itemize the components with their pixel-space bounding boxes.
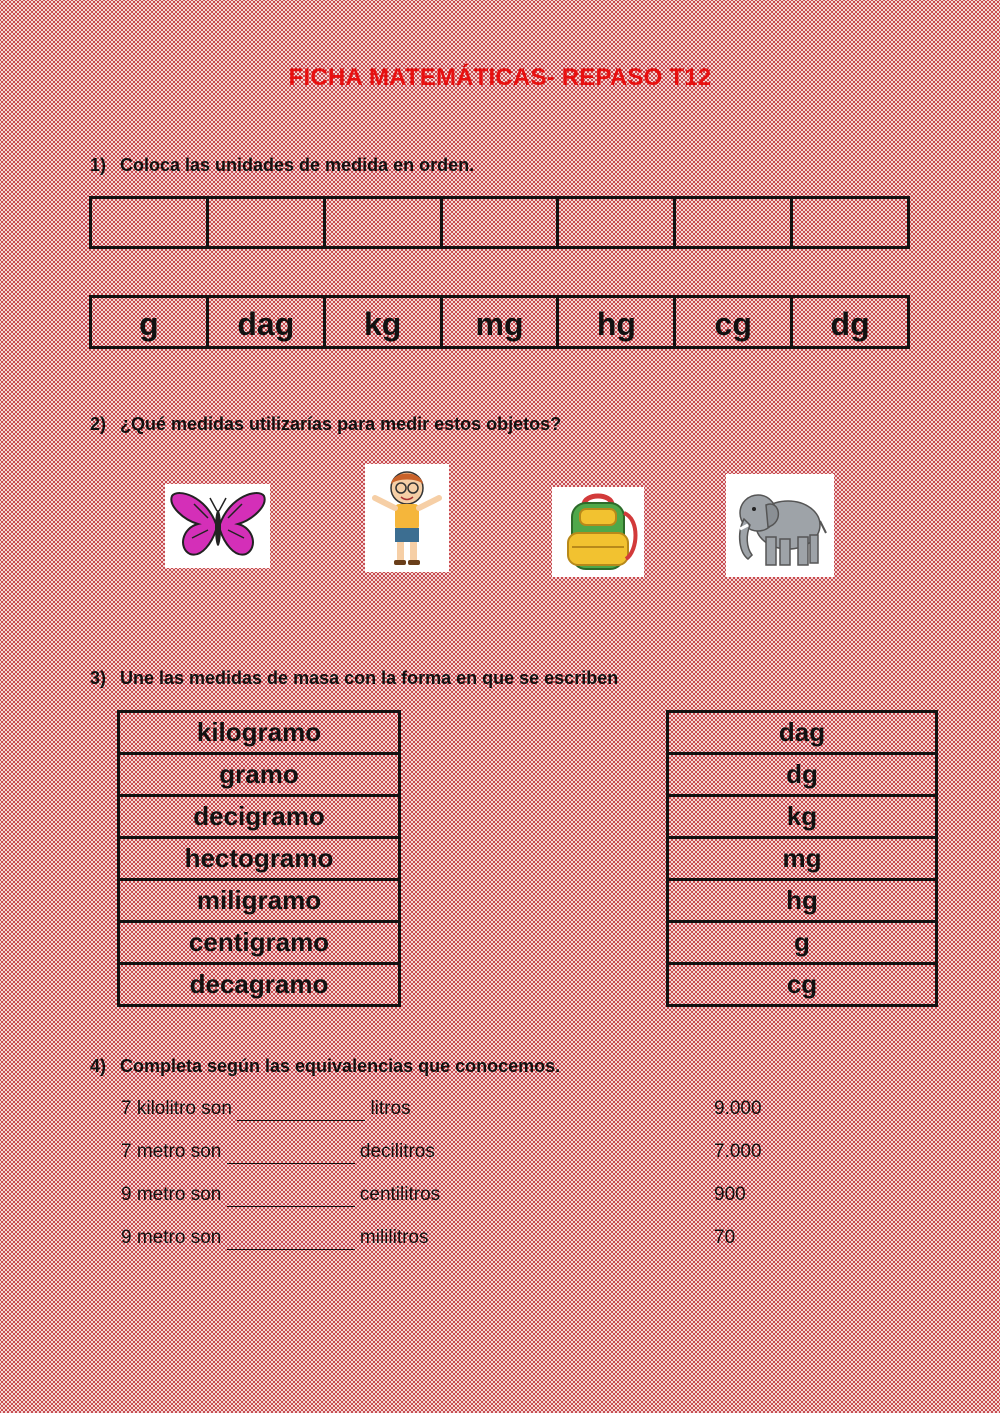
question-4: [90, 1056, 560, 1077]
mass-symbol-cell[interactable]: kg: [669, 794, 935, 836]
answer-blank[interactable]: [227, 1227, 355, 1250]
mass-symbols-table: [666, 710, 938, 1007]
page-title: FICHA MATEMÁTICAS- REPASO T12: [288, 64, 712, 91]
question-2: [90, 414, 561, 435]
equivalence-prefix: 9 metro son: [121, 1227, 222, 1248]
equivalence-prefix: 7 kilolitro son: [121, 1098, 232, 1119]
answer-blank[interactable]: [237, 1098, 365, 1121]
butterfly-image: [165, 484, 270, 568]
answer-option[interactable]: 900: [714, 1184, 746, 1205]
unit-tile[interactable]: mg: [440, 298, 557, 346]
order-answer-box-4[interactable]: [440, 199, 557, 246]
equivalence-line: [121, 1184, 440, 1207]
mass-symbol-cell[interactable]: g: [669, 920, 935, 962]
mass-name-cell[interactable]: kilogramo: [196, 717, 322, 747]
boy-image: [365, 464, 449, 572]
mass-name-cell[interactable]: centigramo: [120, 920, 398, 962]
mass-symbol-cell[interactable]: mg: [669, 836, 935, 878]
question-3-number: 3): [90, 668, 107, 688]
equivalence-unit: centilitros: [359, 1184, 441, 1205]
mass-name-cell[interactable]: decagramo: [120, 962, 398, 1004]
unit-tile[interactable]: dg: [790, 298, 907, 346]
order-answer-box-3[interactable]: [323, 199, 440, 246]
mass-name-cell[interactable]: decigramo: [120, 794, 398, 836]
question-1-number: 1): [90, 155, 107, 175]
elephant-image: [726, 474, 834, 577]
mass-name-cell[interactable]: hectogramo: [120, 836, 398, 878]
unit-tile[interactable]: g: [139, 305, 159, 342]
question-2-text: ¿Qué medidas utilizarías para medir estos objetos?: [120, 414, 562, 434]
question-3-text: Une las medidas de masa con la forma en que se escriben: [120, 668, 619, 688]
mass-symbol-cell[interactable]: dg: [669, 752, 935, 794]
equivalence-prefix: 9 metro son: [121, 1184, 222, 1205]
question-4-text: Completa según las equivalencias que conocemos.: [120, 1056, 561, 1076]
equivalence-prefix: 7 metro son: [121, 1141, 222, 1162]
question-4-number: 4): [90, 1056, 107, 1076]
backpack-image: [552, 487, 644, 577]
order-answer-box-1[interactable]: [92, 199, 206, 246]
equivalence-unit: decilitros: [359, 1141, 435, 1162]
unit-tile[interactable]: cg: [673, 298, 790, 346]
order-answer-box-6[interactable]: [673, 199, 790, 246]
equivalence-line: [121, 1227, 429, 1250]
mass-name-cell[interactable]: gramo: [120, 752, 398, 794]
question-1: [90, 155, 474, 176]
answer-blank[interactable]: [227, 1184, 355, 1207]
equivalence-line: [121, 1098, 411, 1121]
question-1-text: Coloca las unidades de medida en orden.: [120, 155, 475, 175]
units-row: [89, 295, 910, 349]
answer-option[interactable]: 70: [714, 1227, 736, 1248]
answer-blank[interactable]: [227, 1141, 355, 1164]
order-answer-box-7[interactable]: [790, 199, 907, 246]
unit-tile[interactable]: kg: [323, 298, 440, 346]
order-answer-row: [89, 196, 910, 249]
equivalence-unit: mililitros: [359, 1227, 429, 1248]
unit-tile[interactable]: dag: [206, 298, 323, 346]
question-3: [90, 668, 618, 689]
answer-option[interactable]: 7.000: [714, 1141, 762, 1162]
equivalence-line: [121, 1141, 435, 1164]
mass-symbol-cell[interactable]: cg: [669, 962, 935, 1004]
mass-symbol-cell[interactable]: dag: [778, 717, 826, 747]
unit-tile[interactable]: hg: [556, 298, 673, 346]
mass-names-table: [117, 710, 401, 1007]
equivalence-unit: litros: [370, 1098, 411, 1119]
mass-name-cell[interactable]: miligramo: [120, 878, 398, 920]
mass-symbol-cell[interactable]: hg: [669, 878, 935, 920]
question-2-number: 2): [90, 414, 107, 434]
order-answer-box-2[interactable]: [206, 199, 323, 246]
answer-option[interactable]: 9.000: [714, 1098, 762, 1119]
order-answer-box-5[interactable]: [556, 199, 673, 246]
